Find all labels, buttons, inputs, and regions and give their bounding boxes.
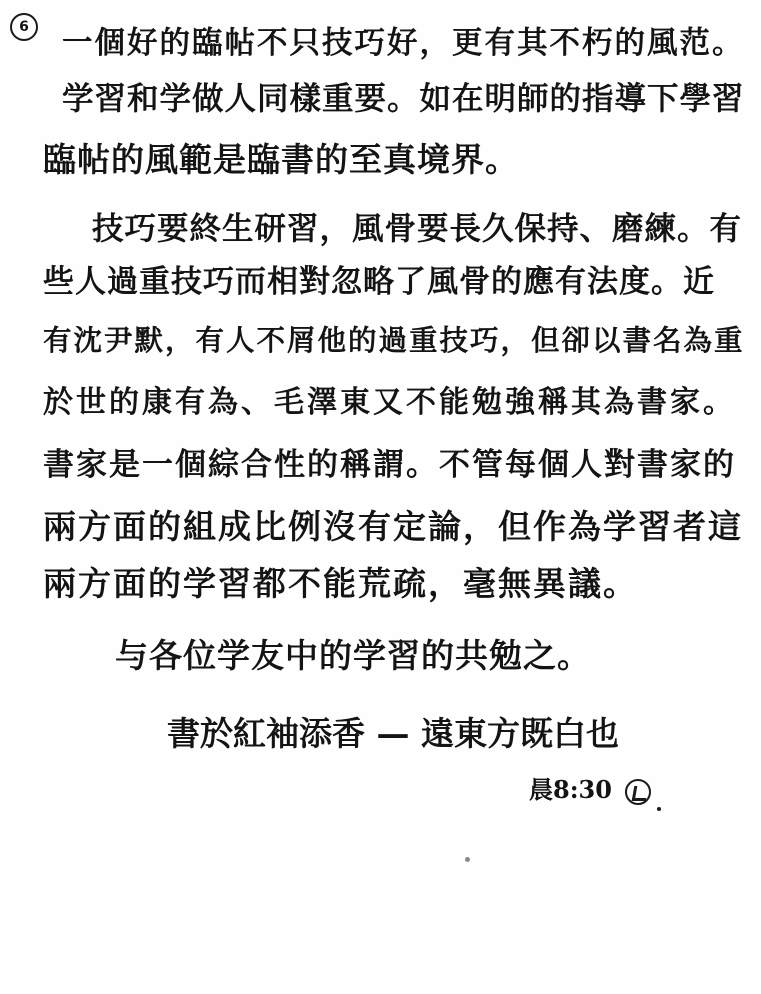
text-line-7: 於世的康有為、毛澤東又不能勉強稱其為書家。	[43, 385, 736, 420]
text-line-9: 兩方面的組成比例沒有定論，但作為学習者這	[43, 507, 743, 546]
closing-dot	[657, 807, 661, 811]
ink-speck	[465, 857, 470, 862]
text-line-8: 書家是一個綜合性的稱謂。不管每個人對書家的	[43, 447, 736, 483]
text-line-1: 一個好的臨帖不只技巧好，更有其不朽的風范。	[62, 25, 745, 61]
text-line-10: 兩方面的学習都不能荒疏，毫無異議。	[43, 564, 638, 603]
signature-line: 書於紅袖添香 — 遠東方既白也	[167, 714, 619, 753]
text-line-11: 与各位学友中的学習的共勉之。	[115, 636, 591, 675]
text-line-5: 些人過重技巧而相對忽略了風骨的應有法度。近	[43, 264, 715, 300]
date-time: 晨8:30	[529, 775, 612, 804]
page-number-badge: 6	[10, 13, 38, 41]
text-line-4: 技巧要終生研習，風骨要長久保持、磨練。有	[92, 210, 743, 247]
text-line-2: 学習和学做人同樣重要。如在明師的指導下學習	[62, 80, 745, 117]
seal-mark-icon	[625, 779, 651, 805]
text-line-3: 臨帖的風範是臨書的至真境界。	[43, 140, 519, 179]
text-line-6: 有沈尹默，有人不屑他的過重技巧，但卻以書名為重	[43, 323, 745, 357]
